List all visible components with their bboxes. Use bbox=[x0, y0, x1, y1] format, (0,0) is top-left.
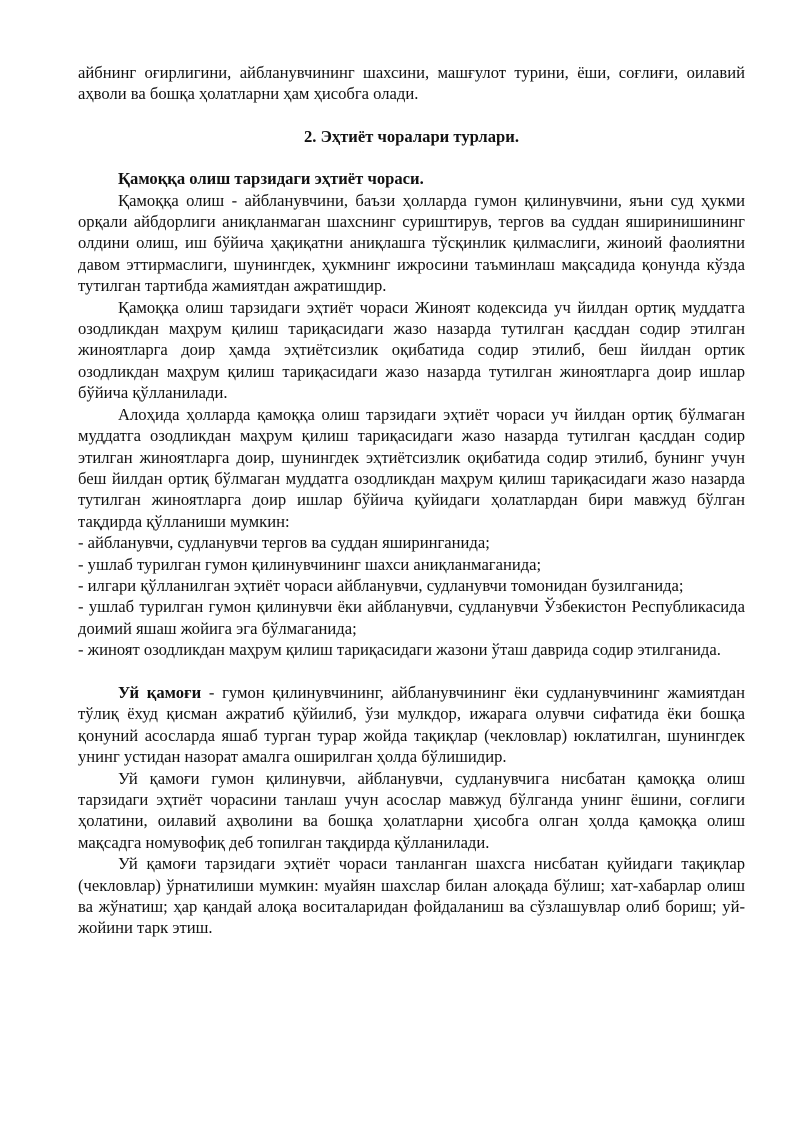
condition-item: - ушлаб турилган гумон қилинувчининг шахси аниқланмаганида; bbox=[78, 554, 542, 574]
house-arrest-definition-paragraph bbox=[78, 682, 745, 768]
condition-item: - ушлаб турилган гумон қилинувчи ёки айбланувчи, судланувчи Ўзбекистон Республикасида доимий яшаш жойига эга бўлмаганида; bbox=[78, 597, 745, 638]
condition-item: - жиноят озодликдан маҳрум қилиш тариқасидаги жазони ўташ даврида содир этилганида. bbox=[78, 640, 721, 660]
arrest-definition-paragraph: Қамоққа олиш - айбланувчини, баъзи ҳолларда гумон қилинувчини, яъни суд ҳукми орқали айбдорлиги аниқланмаган шахснинг суриштирув, тергов ва суддан яширинишининг олдини олиш, иш бўйича ҳақиқатни аниқлашга тўсқинлик қилмаслиги, жиноий фаолиятни давом эттирмаслиги, шунингдек, ҳукмнинг ижросини таъминлаш мақсадида қонунда кўзда тутилган тартибда жамиятдан ажратишдир. bbox=[78, 190, 745, 296]
arrest-subheading: Қамоққа олиш тарзидаги эҳтиёт чораси. bbox=[118, 169, 424, 189]
condition-item: - илгари қўлланилган эҳтиёт чораси айбланувчи, судланувчи томонидан бузилганида; bbox=[78, 575, 684, 595]
arrest-exception-paragraph: Алоҳида ҳолларда қамоққа олиш тарзидаги эҳтиёт чораси уч йилдан ортиқ бўлмаган муддатга озодликдан маҳрум қилиш тариқасидаги жазо назарда тутилган қасддан содир этилган жиноятларга доир, шунингдек эҳтиётсизлик оқибатида содир этилиб, бунинг учун беш йилдан ортиқ бўлмаган муддатга озодликдан маҳрум қилиш тариқасидаги жазо назарда тутилган жиноятларга доир ишлар бўйича қуйидаги ҳолатлардан бири мавжуд бўлган тақдирда қўлланиши мумкин: bbox=[78, 404, 745, 531]
condition-item: - айбланувчи, судланувчи тергов ва суддан яширинганида; bbox=[78, 533, 490, 553]
arrest-application-paragraph: Қамоққа олиш тарзидаги эҳтиёт чораси Жиноят кодексида уч йилдан ортиқ муддатга озодликдан маҳрум қилиш тариқасидаги жазо назарда тутилган қасддан содир этилган жиноятларга доир ҳамда эҳтиётсизлик оқибатида содир этилиб, беш йилдан ортик озодликдан маҳрум қилиш тариқасидаги жазо назарда тутилган жиноятларга доир ишлар бўйича қўлланилади. bbox=[78, 297, 745, 403]
house-arrest-term: Уй қамоғи bbox=[118, 682, 202, 702]
intro-paragraph: айбнинг оғирлигини, айбланувчининг шахсини, машғулот турини, ёши, соғлиғи, оилавий аҳволи ва бошқа ҳолатларни ҳам ҳисобга олади. bbox=[78, 63, 745, 104]
paragraph-spacer bbox=[78, 661, 745, 682]
section-title: 2. Эҳтиёт чоралари турлари. bbox=[304, 126, 519, 146]
house-arrest-restrictions-paragraph: Уй қамоғи тарзидаги эҳтиёт чораси танланган шахсга нисбатан қуйидаги тақиқлар (чекловлар) ўрнатилиши мумкин: муайян шахслар билан алоқада бўлиш; хат-хабарлар олиш ва жўнатиш; ҳар қандай алоқа воситаларидан фойдаланиш ва сўзлашувлар олиб бориш; уй-жойини тарк этиш. bbox=[78, 854, 745, 938]
house-arrest-definition-text: - гумон қилинувчининг, айбланувчининг ёки судланувчининг жамиятдан тўлиқ ёхуд қисман ажратиб қўйилиб, ўзи мулкдор, ижарага олувчи сифатида ёки бошқа қонуний асосларда яшаб турган турар жойда тақиқлар (чекловлар) юклатилган, шунингдек унинг устидан назорат амалга оширилган ҳолда бўлишидир. bbox=[78, 682, 745, 767]
house-arrest-application-paragraph: Уй қамоғи гумон қилинувчи, айбланувчи, судланувчига нисбатан қамоққа олиш тарзидаги эҳтиёт чорасини танлаш учун асослар мавжуд бўлганда унинг ёшини, соғлиги ҳолатини, оилавий аҳволини ва бошқа ҳолатларни ҳисобга олган ҳолда қамоққа олиш мақсадга номувофиқ деб топилган тақдирда қўлланилади. bbox=[78, 768, 745, 852]
